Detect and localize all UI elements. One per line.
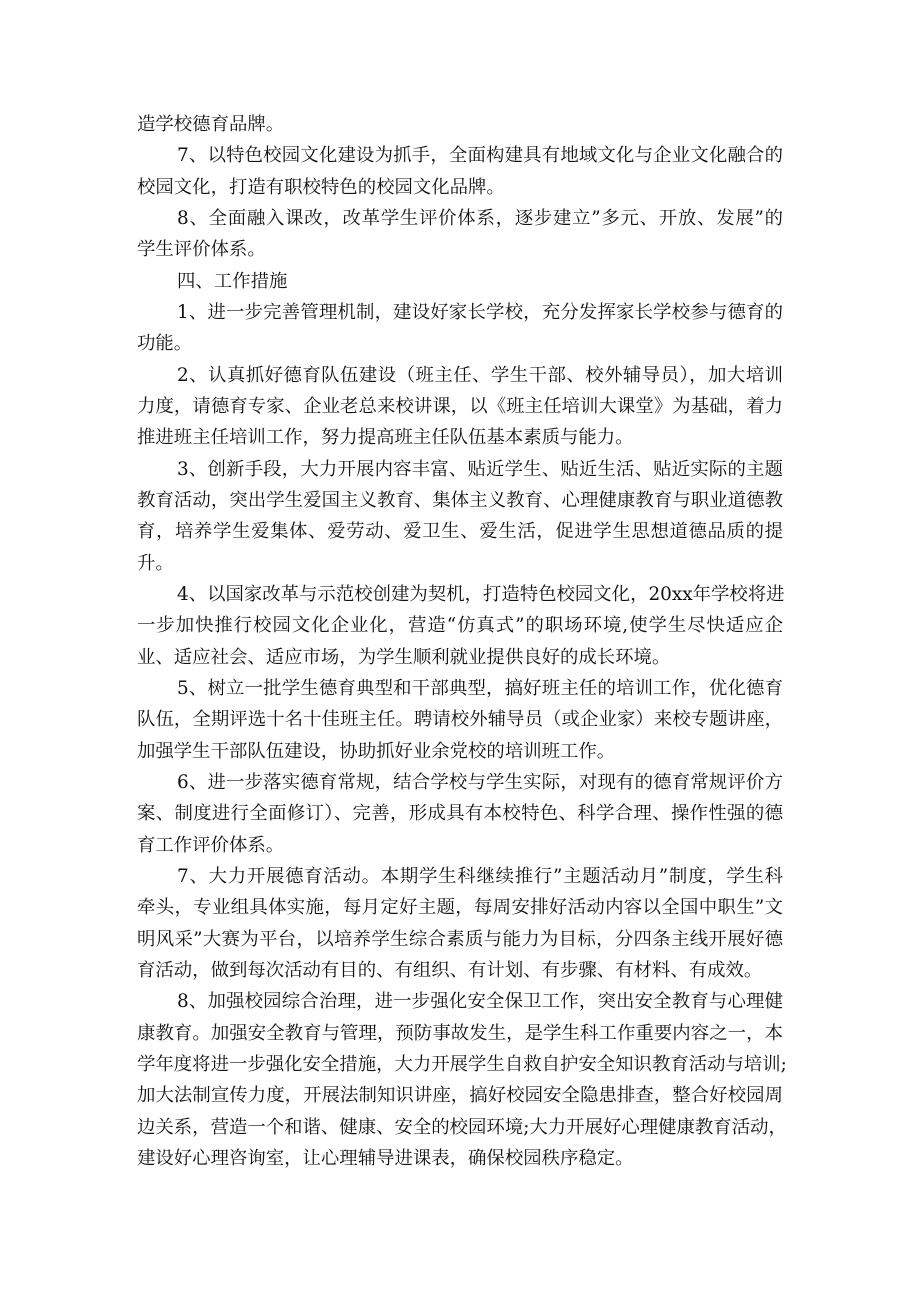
text-line: 校园文化，打造有职校特色的校园文化品牌。 [137, 176, 505, 198]
text-line: 康教育。加强安全教育与管理，预防事故发生，是学生科工作重要内容之一，本 [137, 1022, 783, 1044]
text-line: 育工作评价体系。 [137, 834, 285, 856]
text-line: 力度，请德育专家、企业老总来校讲课，以《班主任培训大课堂》为基础，着力 [137, 395, 783, 417]
list-item [137, 767, 783, 861]
text-line: 8、全面融入课改，改革学生评价体系，逐步建立”多元、开放、发展”的 [177, 207, 783, 229]
text-line: 造学校德育品牌。 [137, 114, 285, 135]
list-item [137, 297, 783, 360]
text-line: 3、创新手段，大力开展内容丰富、贴近学生、贴近生活、贴近实际的主题 [177, 458, 783, 480]
text-line: 教育活动，突出学生爱国主义教育、集体主义教育、心理健康教育与职业道德教 [137, 489, 783, 511]
text-line: 7、大力开展德育活动。本期学生科继续推行”主题活动月”制度，学生科 [177, 865, 783, 887]
list-item [137, 454, 783, 579]
text-line: 6、进一步落实德育常规，结合学校与学生实际，对现有的德育常规评价方 [177, 771, 783, 793]
text-line: 育活动，做到每次活动有目的、有组织、有计划、有步骤、有材料、有成效。 [137, 959, 763, 981]
text-line: 一步加快推行校园文化企业化，营造“仿真式”的职场环境,使学生尽快适应企 [137, 615, 783, 637]
text-line: 边关系，营造一个和谐、健康、安全的校园环境;大力开展好心理健康教育活动， [137, 1116, 787, 1138]
text-line: 功能。 [137, 333, 193, 355]
text-line: 学年度将进一步强化安全措施，大力开展学生自救自护安全知识教育活动与培训; [137, 1053, 787, 1075]
list-item [137, 986, 787, 1174]
list-item [137, 861, 783, 986]
list-item [137, 109, 783, 140]
text-line: 5、树立一批学生德育典型和干部典型，搞好班主任的培训工作，优化德育 [177, 677, 783, 699]
text-line: 升。 [137, 552, 174, 574]
document-body [137, 109, 787, 1174]
list-item [137, 673, 783, 767]
text-line: 队伍，全期评选十名十佳班主任。聘请校外辅导员（或企业家）来校专题讲座， [137, 709, 783, 731]
text-line: 建设好心理咨询室，让心理辅导进课表，确保校园秩序稳定。 [137, 1147, 634, 1169]
text-line: 加强学生干部队伍建设，协助抓好业余党校的培训班工作。 [137, 740, 616, 762]
section-heading: 四、工作措施 [177, 270, 288, 292]
list-item [137, 140, 783, 203]
text-line: 7、以特色校园文化建设为抓手，全面构建具有地域文化与企业文化融合的 [177, 145, 783, 167]
text-line: 8、加强校园综合治理，进一步强化安全保卫工作，突出安全教育与心理健 [177, 991, 783, 1013]
list-item [137, 579, 783, 673]
text-line: 推进班主任培训工作，努力提高班主任队伍基本素质与能力。 [137, 427, 634, 449]
text-line: 加大法制宣传力度，开展法制知识讲座，搞好校园安全隐患排查，整合好校园周 [137, 1085, 783, 1107]
text-line: 1、进一步完善管理机制，建设好家长学校，充分发挥家长学校参与德育的 [177, 301, 783, 323]
list-item [137, 203, 783, 266]
text-line: 学生评价体系。 [137, 239, 266, 261]
text-line: 2、认真抓好德育队伍建设（班主任、学生干部、校外辅导员），加大培训 [177, 364, 783, 386]
list-item [137, 360, 783, 454]
text-line: 牵头，专业组具体实施，每月定好主题，每周安排好活动内容以全国中职生”文 [137, 897, 783, 919]
text-line: 4、以国家改革与示范校创建为契机，打造特色校园文化，20xx年学校将进 [177, 583, 785, 605]
text-line: 业、适应社会、适应市场，为学生顺利就业提供良好的成长环境。 [137, 646, 671, 668]
text-line: 明风采”大赛为平台，以培养学生综合素质与能力为目标，分四条主线开展好德 [137, 928, 783, 950]
text-line: 育，培养学生爱集体、爱劳动、爱卫生、爱生活，促进学生思想道德品质的提 [137, 521, 783, 543]
text-line: 案、制度进行全面修订）、完善，形成具有本校特色、科学合理、操作性强的德 [137, 803, 783, 825]
